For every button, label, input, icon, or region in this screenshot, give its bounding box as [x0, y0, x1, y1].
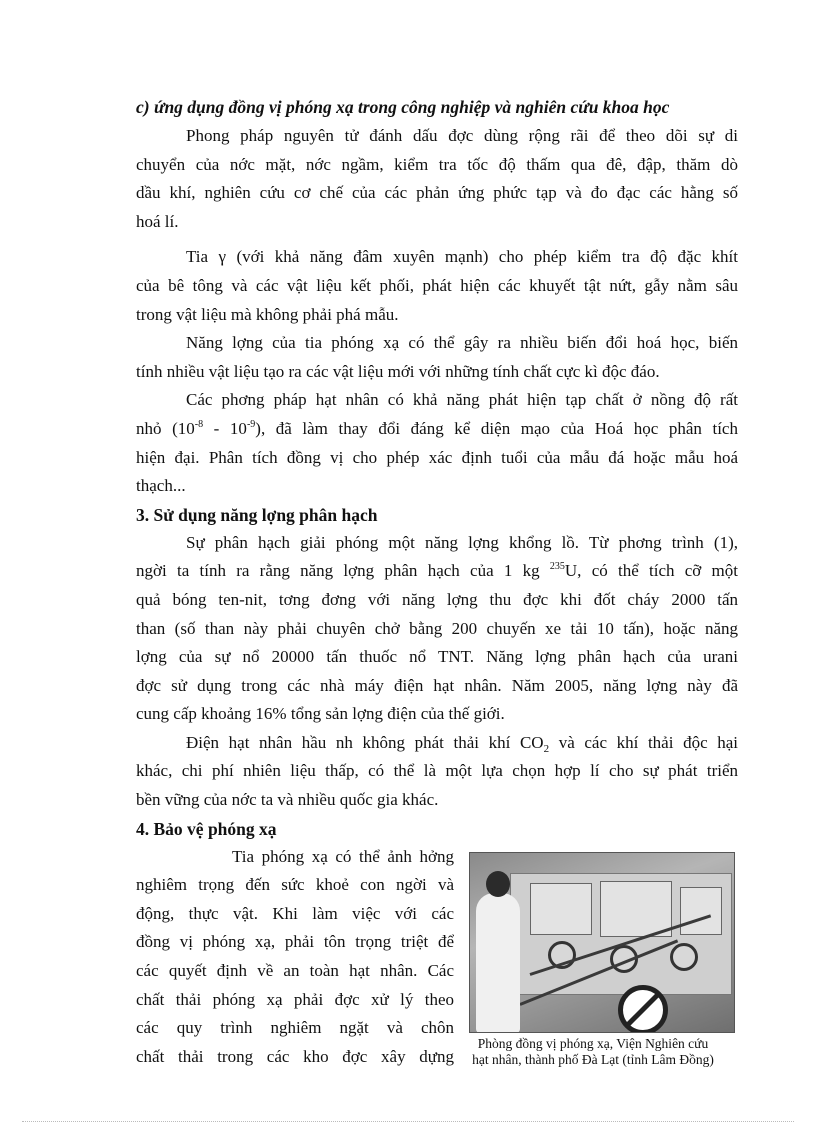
lab-photo: [469, 852, 735, 1033]
section-4-heading: 4. Bảo vệ phóng xạ: [136, 818, 277, 839]
text-line: Tia γ (với khả năng đâm xuyên mạnh) cho phép kiểm tra độ đặc khít: [186, 247, 738, 267]
text-run: ngời ta tính ra rằng năng lợng phân hạch của 1 kg: [136, 561, 550, 581]
text-line: Năng lợng của tia phóng xạ có thể gây ra nhiều biến đổi hoá học, biến: [186, 333, 738, 353]
text-line: Các phơng pháp hạt nhân có khả năng phát hiện tạp chất ở nồng độ rất: [186, 390, 738, 410]
text-run: nhỏ (10: [136, 418, 195, 438]
section-3-heading: 3. Sử dụng năng lợng phân hạch: [136, 504, 378, 525]
text-line: dầu khí, nghiên cứu cơ chế của các phản ứng phức tạp và đo đạc các hằng số: [136, 183, 738, 203]
figure: [468, 852, 740, 1068]
text-line: [136, 729, 738, 758]
text-line: lợng của sự nổ 20000 tấn thuốc nổ TNT. Năng lợng phân hạch của urani: [136, 647, 738, 667]
text-line: than (số than này phải chuyên chở bằng 200 chuyến xe tải 10 tấn), hoặc năng: [136, 618, 738, 638]
text-line: thạch...: [136, 476, 186, 496]
text-line: cung cấp khoảng 16% tổng sản lợng điện của thế giới.: [136, 704, 505, 724]
section-c-paragraph-1: [136, 122, 738, 236]
text-line: khác, chi phí nhiên liệu thấp, có thể là một lựa chọn hợp lí cho sự phát triển: [136, 761, 738, 781]
text-line: Phong pháp nguyên tử đánh dấu đợc dùng rộng rãi để theo dõi sự di: [186, 126, 738, 145]
text-line: Tia phóng xạ có thể ảnh hởng: [232, 846, 454, 866]
text-run: và các khí thải độc hại: [549, 732, 738, 752]
section-3-paragraph-1: [136, 529, 738, 729]
section-c-paragraph-3: [136, 329, 738, 386]
text-line: Sự phân hạch giải phóng một năng lợng khổng lồ. Từ phơng trình (1),: [186, 532, 738, 552]
text-line: các quy trình nghiêm ngặt và chôn: [136, 1018, 454, 1038]
text-run: - 10: [203, 418, 247, 438]
text-line: [136, 557, 738, 586]
text-line: chất thải phóng xạ phải đợc xử lý theo: [136, 989, 454, 1009]
exponent: -9: [246, 418, 256, 430]
page-content: [136, 96, 738, 1083]
text-line: chuyển của nớc mặt, nớc ngầm, kiểm tra tốc độ thấm qua đê, đập, thăm dò: [136, 154, 738, 174]
text-run: U, có thể tích cỡ một: [564, 561, 738, 581]
text-line: của bê tông và các vật liệu kết phối, phát hiện các khuyết tật nứt, gẫy nằm sâu: [136, 275, 738, 295]
text-line: bền vững của nớc ta và nhiều quốc gia khác.: [136, 790, 439, 810]
subscript: 2: [543, 742, 550, 755]
text-line: tính nhiều vật liệu tạo ra các vật liệu mới với những tính chất cực kì độc đáo.: [136, 361, 660, 381]
text-line: các quyết định về an toàn hạt nhân. Các: [136, 961, 454, 981]
section-4-paragraph: [136, 843, 454, 1072]
section-c-paragraph-2: [136, 243, 738, 329]
caption-line: Phòng đồng vị phóng xạ, Viện Nghiên cứu: [477, 1035, 709, 1051]
text-line: quả bóng ten-nit, tơng đơng với năng lợng thu đợc khi đốt cháy 2000 tấn: [136, 589, 738, 609]
text-run: Điện hạt nhân hầu nh không phát thải khí CO: [186, 732, 544, 752]
text-line: hiện đại. Phân tích đồng vị cho phép xác định tuổi của mẫu đá hoặc mẫu hoá: [136, 447, 738, 467]
isotope-mass-number: 235: [549, 561, 565, 573]
figure-caption: [446, 1036, 740, 1068]
text-line: đồng vị phóng xạ, phải tôn trọng triệt để: [136, 932, 454, 952]
text-line: đợc sử dụng trong các nhà máy điện hạt nhân. Năm 2005, năng lợng này đã: [136, 675, 738, 695]
text-line: trong vật liệu mà không phải phá mẫu.: [136, 304, 399, 324]
text-line: nghiêm trọng đến sức khoẻ con ngời và: [136, 875, 454, 895]
exponent: -8: [194, 418, 204, 430]
text-run: ), đã làm thay đổi đáng kể diện mạo của Hoá học phân tích: [255, 418, 738, 438]
text-line: hoá lí.: [136, 211, 179, 231]
text-line: động, thực vật. Khi làm việc với các: [136, 903, 454, 923]
text-line: chất thải trong các kho đợc xây dựng: [136, 1046, 454, 1066]
caption-line: hạt nhân, thành phố Đà Lạt (tỉnh Lâm Đồng): [472, 1051, 714, 1067]
section-c-paragraph-4: [136, 386, 738, 500]
section-3-paragraph-2: [136, 729, 738, 815]
text-line: [136, 415, 738, 444]
page-bottom-border: [22, 1121, 794, 1122]
section-c-heading: c) ứng dụng đồng vị phóng xạ trong công nghiệp và nghiên cứu khoa học: [136, 97, 670, 117]
section-4-body: [136, 843, 738, 1083]
